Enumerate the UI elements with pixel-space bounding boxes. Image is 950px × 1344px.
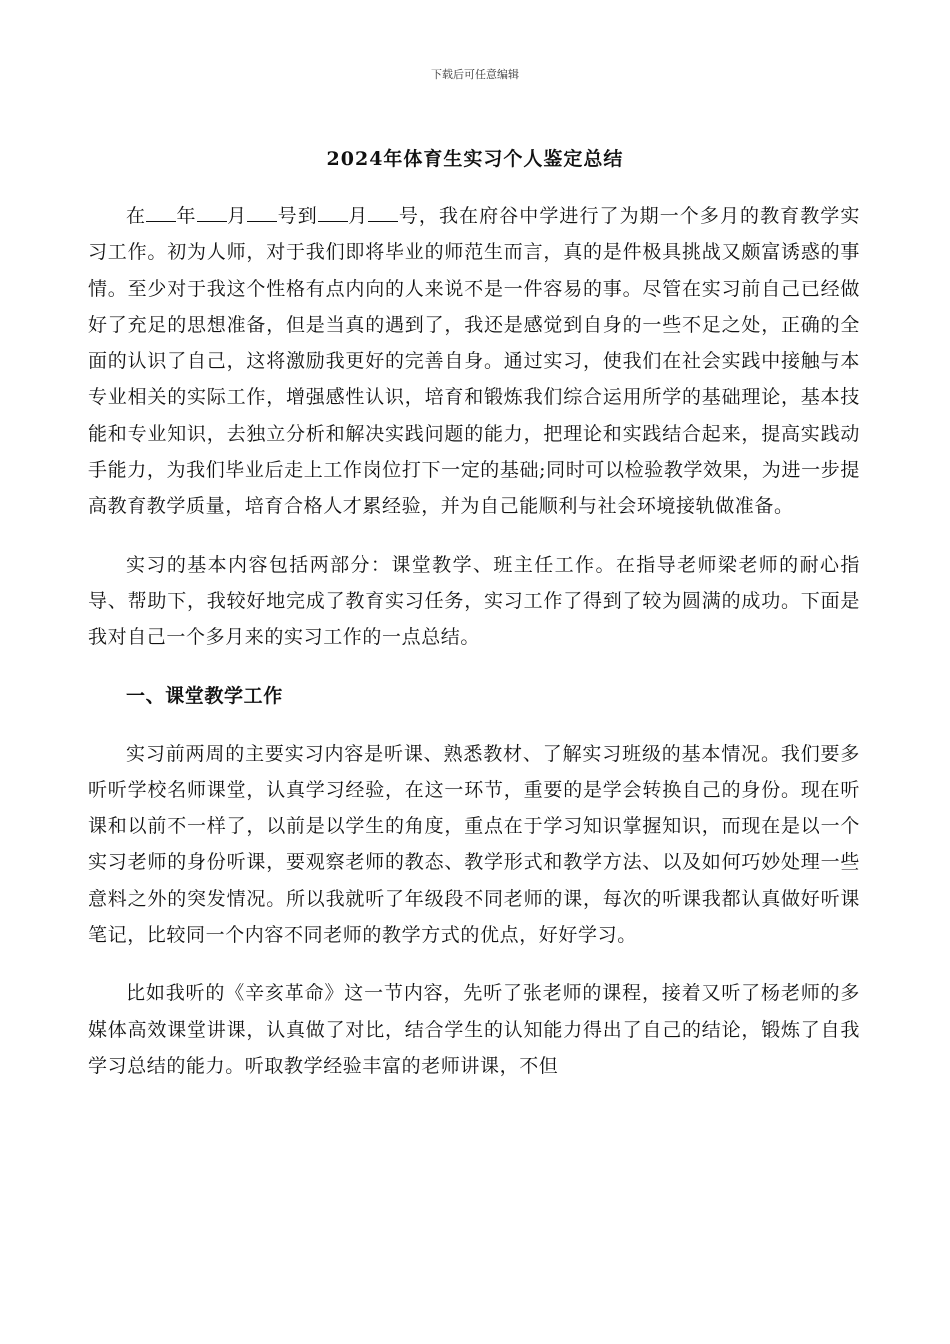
header-note: 下载后可任意编辑 xyxy=(431,68,519,81)
intro-word: 号到 xyxy=(277,205,318,227)
paragraph-intro xyxy=(88,198,860,525)
intro-word: 月 xyxy=(226,205,248,227)
paragraph-observation: 实习前两周的主要实习内容是听课、熟悉教材、了解实习班级的基本情况。我们要多听听学校名师课堂，认真学习经验，在这一环节，重要的是学会转换自己的身份。现在听课和以前不一样了，以前是以学生的角度，重点在于学习知识掌握知识，而现在是以一个实习老师的身份听课，要观察老师的教态、教学形式和教学方法、以及如何巧妙处理一些意料之外的突发情况。所以我就听了年级段不同老师的课，每次的听课我都认真做好听课笔记，比较同一个内容不同老师的教学方式的优点，好好学习。 xyxy=(88,742,860,947)
intro-word: 月 xyxy=(347,205,369,227)
section-heading: 一、课堂教学工作 xyxy=(126,684,283,707)
intro-word: 在 xyxy=(126,205,147,227)
intro-word: 年 xyxy=(176,205,197,227)
document-body xyxy=(88,198,860,1106)
blank-field xyxy=(247,203,277,222)
blank-field xyxy=(318,203,348,222)
paragraph-example: 比如我听的《辛亥革命》这一节内容，先听了张老师的课程，接着又听了杨老师的多媒体高效课堂讲课，认真做了对比，结合学生的认知能力得出了自己的结论，锻炼了自我学习总结的能力。听取教学经验丰富的老师讲课，不但 xyxy=(88,982,860,1077)
blank-field xyxy=(197,203,227,222)
paragraph-content-overview: 实习的基本内容包括两部分：课堂教学、班主任工作。在指导老师梁老师的耐心指导、帮助下，我较好地完成了教育实习任务，实习工作了得到了较为圆满的成功。下面是我对自己一个多月来的实习工作的一点总结。 xyxy=(88,553,860,649)
document-title: 2024年体育生实习个人鉴定总结 xyxy=(326,148,624,170)
blank-field xyxy=(146,203,176,222)
intro-text: 号，我在府谷中学进行了为期一个多月的教育教学实习工作。初为人师，对于我们即将毕业的师范生而言，真的是件极具挑战又颇富诱惑的事情。至少对于我这个性格有点内向的人来说不是一件容易的事。尽管在实习前自己已经做好了充足的思想准备，但是当真的遇到了，我还是感觉到自身的一些不足之处，正确的全面的认识了自己，这将激励我更好的完善自身。通过实习，使我们在社会实践中接触与本专业相关的实际工作，增强感性认识，培育和锻炼我们综合运用所学的基础理论，基本技能和专业知识，去独立分析和解决实践问题的能力，把理论和实践结合起来，提高实践动手能力，为我们毕业后走上工作岗位打下一定的基础;同时可以检验教学效果，为进一步提高教育教学质量，培育合格人才累经验，并为自己能顺利与社会环境接轨做准备。 xyxy=(88,205,860,518)
blank-field xyxy=(368,203,398,222)
